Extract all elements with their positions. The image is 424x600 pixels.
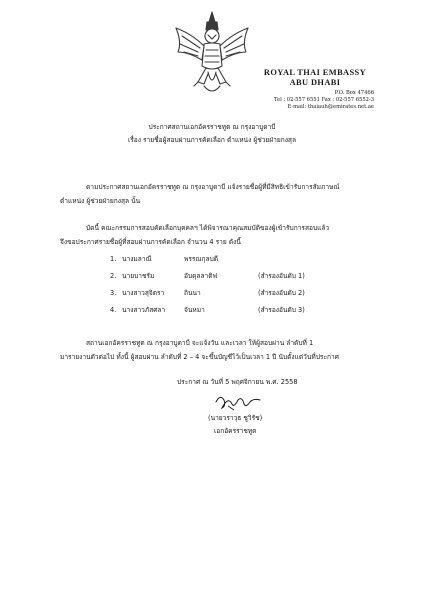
announcement-subject: เรื่อง รายชื่อผู้สอบผ่านการคัดเลือก ตำแหน่ง ผู้ช่วยฝ่ายกงสุล bbox=[127, 136, 296, 144]
candidate-number: 3. bbox=[110, 289, 117, 297]
candidate-number: 1. bbox=[110, 255, 117, 263]
candidate-first-name: นางสาวภัสศลา bbox=[122, 306, 166, 314]
candidate-first-name: นางมลาณี bbox=[122, 255, 152, 263]
signer-title: เอกอัครราชทูต bbox=[214, 427, 257, 435]
announcement-title: ประกาศสถานเอกอัครราชทูต ณ กรุงอาบูดาบี bbox=[148, 123, 276, 131]
candidate-note: (สำรองอันดับ 1) bbox=[258, 272, 305, 280]
paragraph-1-line-2: ตำแหน่ง ผู้ช่วยฝ่ายกงสุล นั้น bbox=[60, 197, 141, 205]
email: E-mail: thaiauh@emirates.net.ae bbox=[287, 104, 374, 110]
candidate-last-name: ถินนา bbox=[184, 289, 201, 297]
candidate-number: 2. bbox=[110, 272, 117, 280]
paragraph-3-line-1: สถานเอกอัครราชทูต ณ กรุงอาบูดาบี จะแจ้งวัน และเวลา ให้ผู้สอบผ่าน ลำดับที่ 1 bbox=[86, 339, 314, 347]
candidate-last-name: พรรณกุลบดี bbox=[184, 255, 219, 263]
po-box: P.O. Box 47466 bbox=[334, 90, 374, 96]
candidate-number: 4. bbox=[110, 306, 117, 314]
candidate-last-name: อับดุลลาติฟ bbox=[184, 272, 218, 280]
paragraph-2-line-1: บัดนี้ คณะกรรมการสอบคัดเลือกบุคคลฯ ได้พิจารณาคุณสมบัติของผู้เข้ารับการสอบแล้ว bbox=[86, 224, 330, 232]
candidate-first-name: นายบาชรัม bbox=[122, 272, 155, 280]
signer-name: (นายวราวุธ ชูวิรัช) bbox=[208, 414, 263, 422]
letterhead bbox=[254, 68, 376, 88]
tel-fax: Tel : 02-557 6551 Fax : 02-557 6552-3 bbox=[273, 97, 374, 103]
paragraph-1-line-1: ตามประกาศสถานเอกอัครราชทูต ณ กรุงอาบูดาบี แจ้งรายชื่อผู้ที่มีสิทธิเข้ารับการสัมภาษณ์ bbox=[86, 183, 340, 191]
paragraph-3-line-2: มารายงานตัวต่อไป ทั้งนี้ ผู้สอบผ่าน ลำดับที่ 2 – 4 จะขึ้นบัญชีไว้เป็นเวลา 1 ปี นับตั้งแต่วันที่ประกาศ bbox=[60, 353, 339, 361]
paragraph-2-line-2: จึงขอประกาศรายชื่อผู้ที่สอบผ่านการคัดเลือก จำนวน 4 ราย ดังนี้ bbox=[60, 238, 241, 246]
embassy-city: ABU DHABI bbox=[289, 78, 341, 87]
embassy-name: ROYAL THAI EMBASSY bbox=[263, 68, 367, 77]
candidate-note: (สำรองอันดับ 2) bbox=[258, 289, 305, 297]
garuda-emblem-icon bbox=[168, 8, 256, 104]
announcement-date: ประกาศ ณ วันที่ 5 พฤศจิกายน พ.ศ. 2558 bbox=[177, 378, 298, 386]
candidate-first-name: นางสาวสุจิตรา bbox=[122, 289, 165, 297]
handwritten-signature bbox=[214, 392, 264, 412]
candidate-last-name: จันหมา bbox=[184, 306, 205, 314]
candidate-note: (สำรองอันดับ 3) bbox=[258, 306, 305, 314]
